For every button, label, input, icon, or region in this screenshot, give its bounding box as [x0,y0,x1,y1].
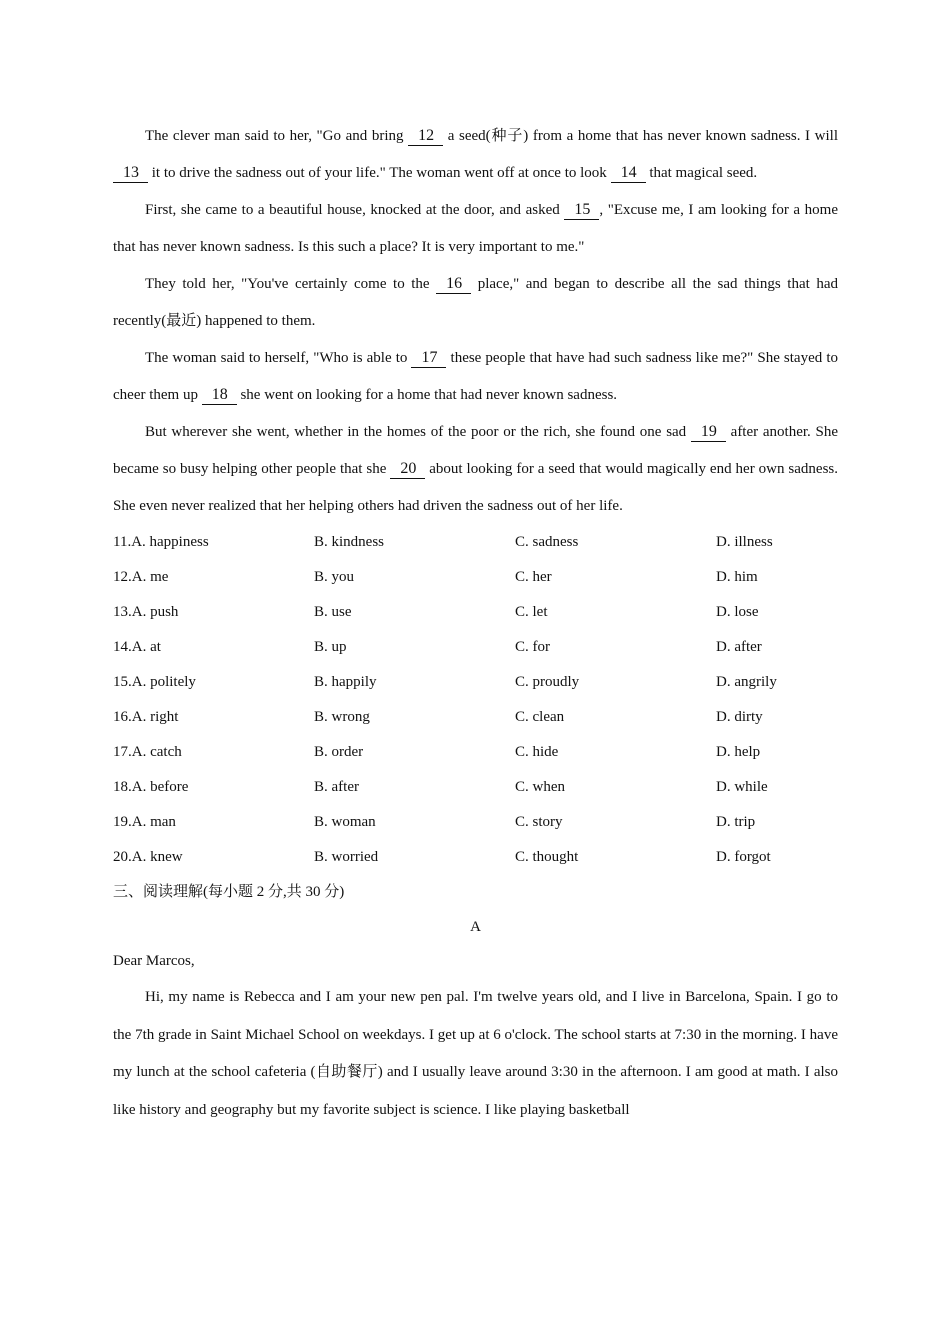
option-choice: C. let [515,604,548,620]
option-choice: D. after [716,639,762,655]
option-choice: C. clean [515,709,565,725]
cloze-paragraph [113,414,838,525]
paragraph-text: They told her, "You've certainly come to the [145,276,437,292]
options-list [113,525,838,875]
paragraph-text: a seed(种子) from a home that has never known sadness. I will [443,128,838,144]
cloze-paragraph [113,192,838,266]
answer-blank: 12 [408,127,443,146]
option-row [113,805,838,840]
option-choice: D. him [716,569,758,585]
option-choice: 12.A. me [113,569,169,585]
option-row [113,525,838,560]
paragraph-text: she went on looking for a home that had never known sadness. [236,387,618,403]
option-choice: C. hide [515,744,559,760]
answer-blank: 17 [411,349,446,368]
paragraph-text: that magical seed. [645,165,758,181]
option-choice: B. wrong [314,709,370,725]
option-choice: D. help [716,744,761,760]
option-choice: 14.A. at [113,639,161,655]
answer-blank: 13 [113,164,148,183]
option-choice: B. after [314,779,359,795]
option-choice: 19.A. man [113,814,176,830]
cloze-paragraph [113,266,838,340]
option-row [113,560,838,595]
paragraph-text: , "Excuse me, I am looking for a home that has never known sadness. Is this such a place? It is very important to me." [113,202,838,255]
option-choice: B. up [314,639,347,655]
option-choice: D. forgot [716,849,771,865]
option-choice: D. lose [716,604,759,620]
option-row [113,630,838,665]
option-choice: B. you [314,569,355,585]
paragraph-text: it to drive the sadness out of your life." The woman went off at once to look [148,165,611,181]
paragraph-text: First, she came to a beautiful house, knocked at the door, and asked [145,202,565,218]
option-choice: D. trip [716,814,756,830]
cloze-paragraph [113,118,838,192]
option-choice: C. when [515,779,565,795]
paragraph-text: after another. She became so busy helping other people that she [113,424,839,477]
answer-blank: 18 [202,386,237,405]
option-row [113,595,838,630]
option-choice: D. angrily [716,674,777,690]
option-choice: C. her [515,569,552,585]
option-choice: 20.A. knew [113,849,183,865]
exam-page [113,118,838,1129]
option-choice: B. order [314,744,364,760]
option-choice: 18.A. before [113,779,189,795]
option-choice: B. use [314,604,352,620]
option-choice: 15.A. politely [113,674,196,690]
paragraph-text: But wherever she went, whether in the homes of the poor or the rich, she found one sad [145,424,691,440]
answer-blank: 14 [611,164,646,183]
letter-salutation: Dear Marcos, [113,953,195,969]
option-choice: 17.A. catch [113,744,182,760]
option-choice: 16.A. right [113,709,179,725]
option-row [113,665,838,700]
option-choice: C. thought [515,849,579,865]
option-choice: C. story [515,814,563,830]
answer-blank: 15 [564,201,599,220]
cloze-passage [113,118,838,525]
answer-blank: 19 [691,423,726,442]
option-choice: B. happily [314,674,377,690]
option-choice: B. woman [314,814,376,830]
section-title: 三、阅读理解(每小题 2 分,共 30 分) [113,884,345,900]
option-row [113,735,838,770]
option-choice: D. while [716,779,768,795]
option-choice: B. kindness [314,534,385,550]
option-row [113,770,838,805]
answer-blank: 16 [436,275,471,294]
paragraph-text: place," and began to describe all the sad things that had recently(最近) happened to them. [113,276,839,329]
paragraph-text: these people that have had such sadness like me?" She stayed to cheer them up [113,350,838,403]
option-choice: 11.A. happiness [113,534,209,550]
paragraph-text: The woman said to herself, "Who is able to [145,350,412,366]
option-row [113,700,838,735]
option-choice: D. illness [716,534,773,550]
option-choice: C. proudly [515,674,580,690]
paragraph-text: about looking for a seed that would magically end her own sadness. She even never realized that her helping others had driven the sadness out of her life. [113,461,838,514]
option-choice: B. worried [314,849,379,865]
cloze-paragraph [113,340,838,414]
answer-blank: 20 [390,460,425,479]
option-choice: C. for [515,639,550,655]
passage-label: A [470,919,481,935]
option-choice: C. sadness [515,534,579,550]
paragraph-text: The clever man said to her, "Go and bring [145,128,409,144]
option-choice: 13.A. push [113,604,179,620]
letter-body: Hi, my name is Rebecca and I am your new pen pal. I'm twelve years old, and I live in Barcelona, Spain. I go to the 7th grade in Saint Michael School on weekdays. I get up at 6 o'clock. The school starts at 7:30 in the morning. I have my lunch at the school cafeteria (自助餐厅) and I usually leave around 3:30 in the afternoon. I am good at math. I also like history and geography but my favorite subject is science. I like playing basketball [113,989,838,1118]
option-choice: D. dirty [716,709,763,725]
option-row [113,840,838,875]
